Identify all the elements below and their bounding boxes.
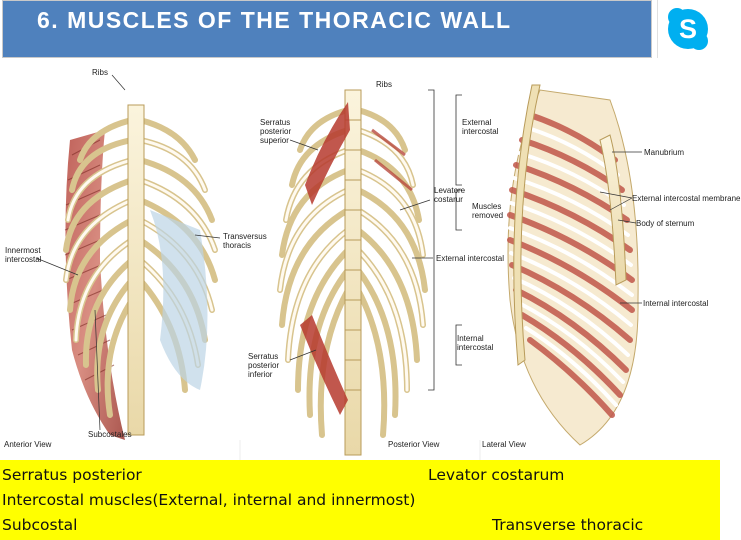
label-removed-line2: removed xyxy=(472,211,504,220)
item-intercostal-muscles: Intercostal muscles(External, internal and innermost) xyxy=(2,491,416,509)
item-levator-costarum: Levator costarum xyxy=(428,466,565,484)
skype-letter: S xyxy=(678,14,698,44)
label-internal-intercostal-posterior xyxy=(457,334,493,352)
label-levatore-costarum xyxy=(434,186,465,204)
label-innermost-intercostal xyxy=(5,246,41,264)
label-lateral-view: Lateral View xyxy=(482,440,526,449)
label-lev-line1: Levatore xyxy=(434,186,466,195)
item-serratus-posterior: Serratus posterior xyxy=(2,466,142,484)
label-removed-line1: Muscles xyxy=(472,202,502,211)
muscle-list-band xyxy=(0,460,720,540)
label-sps-line2: posterior xyxy=(260,127,292,136)
thoracic-wall-figure xyxy=(0,60,741,460)
slide-title: 6. MUSCLES OF THE THORACIC WALL xyxy=(37,7,512,33)
label-external-intercostal: External intercostal xyxy=(436,254,505,263)
label-spi-line1: Serratus xyxy=(248,352,279,361)
posterior-view-drawing xyxy=(280,90,462,455)
label-muscles-removed xyxy=(472,202,503,220)
label-ribs-posterior: Ribs xyxy=(376,80,393,89)
label-sps-line1: Serratus xyxy=(260,118,291,127)
label-int-line2: intercostal xyxy=(457,343,494,352)
label-ribs-anterior: Ribs xyxy=(92,68,109,77)
label-serratus-posterior-inferior xyxy=(248,352,279,379)
label-subcostales: Subcostales xyxy=(88,430,132,439)
anatomy-illustration xyxy=(0,60,720,460)
label-spi-line3: inferior xyxy=(248,370,273,379)
label-posterior-view: Posterior View xyxy=(388,440,440,449)
label-innermost-line2: intercostal xyxy=(5,255,42,264)
label-innermost-line1: Innermost xyxy=(5,246,41,255)
label-external-intercostal-top xyxy=(462,118,498,136)
label-transversus-line2: thoracis xyxy=(223,241,252,250)
label-sps-line3: superior xyxy=(260,136,289,145)
item-transverse-thoracic: Transverse thoracic xyxy=(492,516,644,534)
label-anterior-view: Anterior View xyxy=(4,440,52,449)
label-lev-line2: costarur xyxy=(434,195,463,204)
label-body-of-sternum: Body of sternum xyxy=(636,219,695,228)
label-transversus-thoracis xyxy=(223,232,267,250)
label-serratus-posterior-superior xyxy=(260,118,291,145)
anterior-view-drawing xyxy=(36,75,220,440)
label-external-intercostal-membrane: External intercostal membrane xyxy=(632,194,741,203)
label-spi-line2: posterior xyxy=(248,361,280,370)
title-bar xyxy=(2,0,652,58)
label-int-line1: Internal xyxy=(457,334,484,343)
lateral-view-drawing xyxy=(508,85,642,445)
label-transversus-line1: Transversus xyxy=(223,232,267,241)
label-ext-line2: intercostal xyxy=(462,127,499,136)
label-ext-line1: External xyxy=(462,118,492,127)
label-manubrium: Manubrium xyxy=(644,148,685,157)
skype-icon xyxy=(658,0,721,58)
label-internal-intercostal-lateral: Internal intercostal xyxy=(643,299,709,308)
item-subcostal: Subcostal xyxy=(2,516,78,534)
logo-area xyxy=(657,0,721,58)
